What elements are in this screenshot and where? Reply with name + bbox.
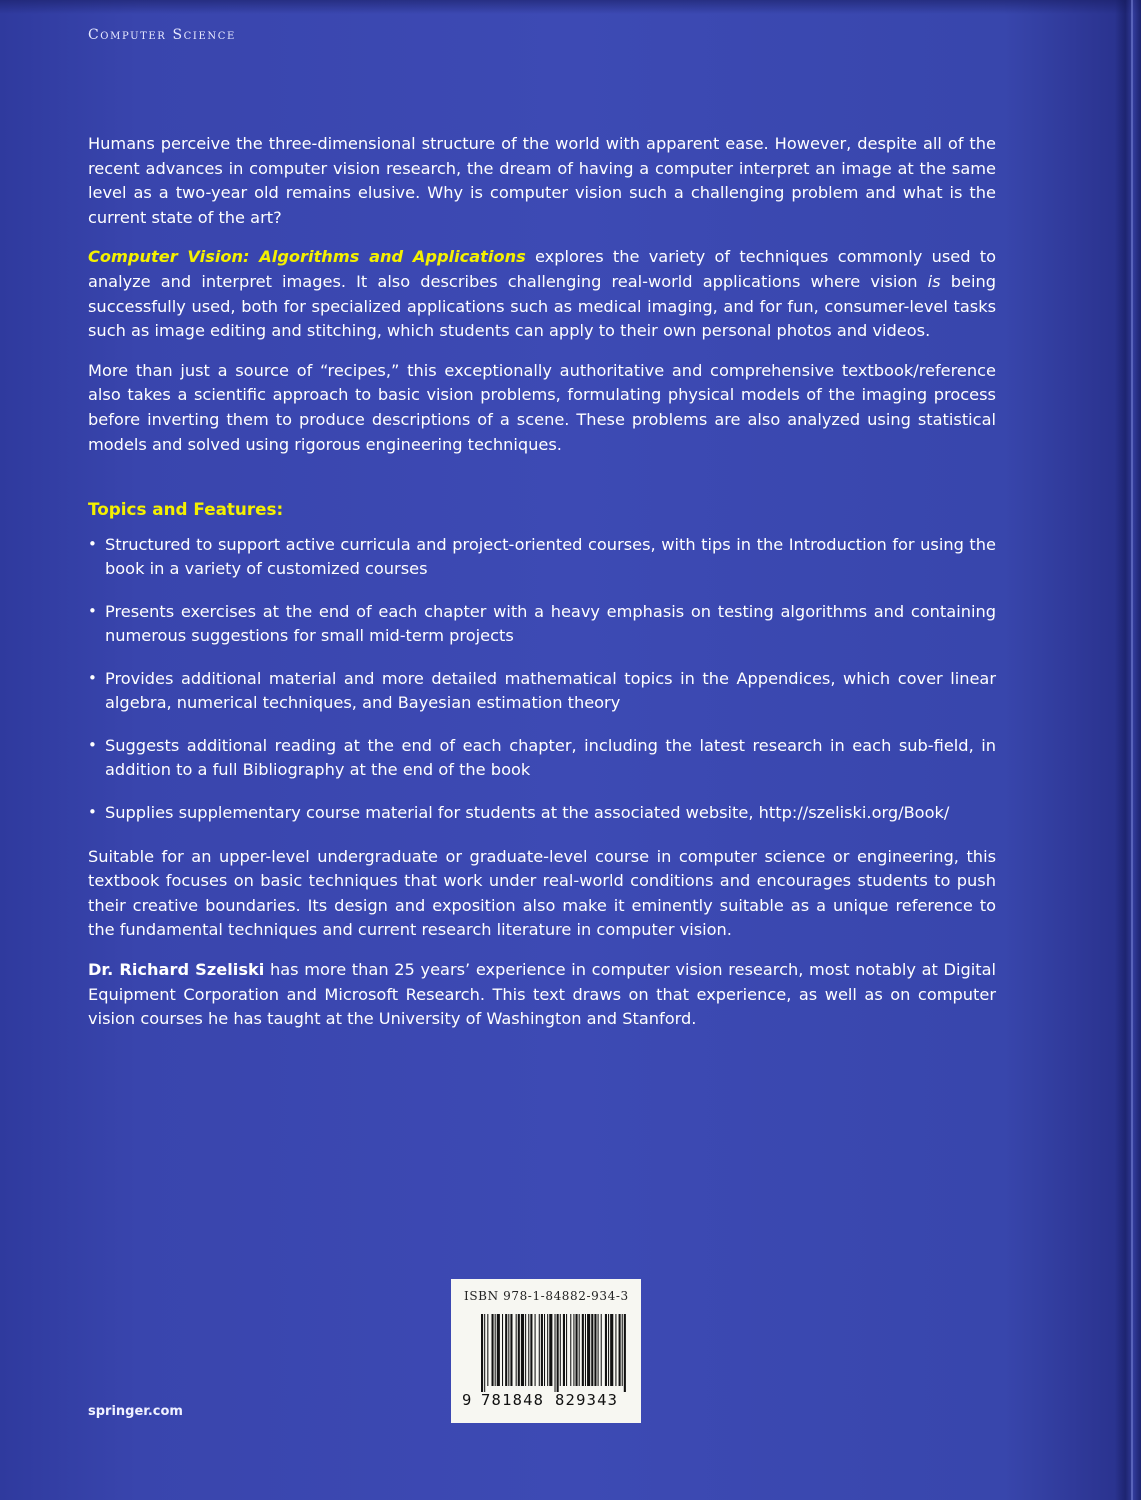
intro-paragraph: Humans perceive the three-dimensional structure of the world with apparent ease. However, despite all of the recent advances in computer vision research, the dream of having a computer interpret an image at the same level as a two-year old remains elusive. Why is computer vision such a challenging problem and what is the current state of the art? bbox=[88, 134, 996, 227]
barcode-bar bbox=[530, 1314, 532, 1386]
category-label: Computer Science bbox=[88, 27, 236, 43]
barcode-bar bbox=[518, 1314, 520, 1386]
barcode-bar bbox=[591, 1314, 593, 1386]
barcode-bar bbox=[570, 1314, 571, 1386]
feature-text: Provides additional material and more detailed mathematical topics in the Appendices, which cover linear algebra, numerical techniques, and Bayesian estimation theory bbox=[105, 669, 996, 712]
barcode-bar bbox=[579, 1314, 580, 1386]
feature-item bbox=[88, 533, 996, 580]
feature-text: Supplies supplementary course material for students at the associated website, http://szeliski.org/Book/ bbox=[105, 803, 950, 823]
barcode-bar bbox=[544, 1314, 545, 1386]
back-cover-text bbox=[88, 132, 996, 1047]
barcode-bar bbox=[573, 1314, 574, 1386]
publisher-website: springer.com bbox=[88, 1404, 183, 1419]
author-bio: has more than 25 years’ experience in computer vision research, most notably at Digital Equipment Corporation and Microsoft Research. This text draws on that experience, as well as on computer vision courses he has taught at the University of Washington and Stanford. bbox=[88, 960, 996, 1029]
barcode-bar bbox=[535, 1314, 536, 1386]
bullet-icon: • bbox=[88, 602, 97, 621]
barcode-bar bbox=[539, 1314, 540, 1386]
feature-item bbox=[88, 734, 996, 781]
barcode-bar bbox=[582, 1314, 584, 1386]
bullet-icon: • bbox=[88, 736, 97, 755]
barcode-bar bbox=[585, 1314, 586, 1386]
barcode-bar bbox=[484, 1314, 485, 1392]
barcode-bar bbox=[521, 1314, 524, 1386]
feature-text: Suggests additional reading at the end of each chapter, including the latest research in each sub-field, in addition to a full Bibliography at the end of the book bbox=[105, 736, 996, 779]
barcode-digits-group-2: 829343 bbox=[555, 1391, 619, 1409]
bullet-icon: • bbox=[88, 803, 97, 822]
suitability-paragraph: Suitable for an upper-level undergraduate or graduate-level course in computer science or engineering, this textbook focuses on basic techniques that work under real-world conditions and encourages students to push their creative boundaries. Its design and exposition also make it eminently suitable as a unique reference to the fundamental techniques and current research literature in computer vision. bbox=[88, 846, 996, 940]
barcode-bar bbox=[594, 1314, 596, 1386]
feature-item bbox=[88, 801, 996, 825]
barcode-bar bbox=[528, 1314, 529, 1386]
author-name: Dr. Richard Szeliski bbox=[88, 960, 265, 979]
barcode-bar bbox=[510, 1314, 512, 1386]
barcode-bar bbox=[587, 1314, 590, 1386]
barcode-bar bbox=[487, 1314, 488, 1386]
feature-text: Structured to support active curricula and project-oriented courses, with tips in the Introduction for using the book in a variety of customized courses bbox=[105, 535, 996, 578]
barcode-bar bbox=[508, 1314, 509, 1386]
feature-item bbox=[88, 600, 996, 647]
barcode-bar bbox=[576, 1314, 578, 1386]
barcode-bar bbox=[549, 1314, 552, 1386]
barcode-bar bbox=[619, 1314, 621, 1386]
barcode-digits bbox=[451, 1391, 641, 1415]
barcode-bar bbox=[492, 1314, 494, 1386]
barcode-digit-first: 9 bbox=[462, 1391, 472, 1409]
barcode-bar bbox=[547, 1314, 548, 1386]
description-emphasis: is bbox=[927, 271, 941, 291]
barcode-bar bbox=[481, 1314, 483, 1392]
barcode-bar bbox=[516, 1314, 517, 1386]
barcode-bar bbox=[615, 1314, 616, 1386]
barcode-digits-group-1: 781848 bbox=[481, 1391, 545, 1409]
barcode-bar bbox=[601, 1314, 602, 1386]
barcode-bar bbox=[605, 1314, 607, 1386]
barcode-icon bbox=[479, 1314, 629, 1392]
approach-paragraph: More than just a source of “recipes,” this exceptionally authoritative and comprehensive textbook/reference also takes a scientific approach to basic vision problems, formulating physical models of the imaging process before inverting them to produce descriptions of a scene. These problems are also analyzed using statistical models and solved using rigorous engineering techniques. bbox=[88, 360, 996, 454]
description-paragraph bbox=[88, 245, 996, 343]
description-text-2: being successfully used, both for specialized applications such as medical imaging, and for fun, consumer-level tasks such as image editing and stitching, which students can apply to their own personal photos and videos. bbox=[88, 271, 996, 341]
barcode-bar bbox=[541, 1314, 543, 1386]
cover-top-edge bbox=[0, 0, 1141, 14]
barcode-bar bbox=[566, 1314, 567, 1386]
topics-heading: Topics and Features: bbox=[88, 499, 284, 520]
isbn-number: ISBN 978-1-84882-934-3 bbox=[464, 1289, 629, 1303]
author-paragraph bbox=[88, 958, 996, 1032]
cover-spine-line bbox=[1131, 0, 1133, 1500]
barcode-bar bbox=[622, 1314, 623, 1386]
barcode-bar bbox=[502, 1314, 503, 1386]
barcode-bar bbox=[608, 1314, 609, 1386]
barcode-bar bbox=[563, 1314, 565, 1386]
book-title: Computer Vision: Algorithms and Applications bbox=[88, 247, 526, 267]
barcode-bar bbox=[610, 1314, 613, 1386]
isbn-barcode-label bbox=[451, 1279, 641, 1423]
barcode-bar bbox=[505, 1314, 507, 1386]
barcode-bar bbox=[624, 1314, 626, 1392]
cover-spine-edge bbox=[1115, 0, 1141, 1500]
bullet-icon: • bbox=[88, 669, 97, 688]
description-text-1: explores the variety of techniques commonly used to analyze and interpret images. It also describes challenging real-world applications where vision bbox=[88, 247, 996, 291]
feature-text: Presents exercises at the end of each chapter with a heavy emphasis on testing algorithms and containing numerous suggestions for small mid-term projects bbox=[105, 602, 996, 645]
barcode-bar bbox=[497, 1314, 500, 1386]
bullet-icon: • bbox=[88, 535, 97, 554]
barcode-bar bbox=[495, 1314, 496, 1386]
features-list bbox=[88, 533, 996, 825]
feature-item bbox=[88, 667, 996, 714]
barcode-bar bbox=[557, 1314, 559, 1392]
barcode-bar bbox=[560, 1314, 561, 1386]
barcode-bar bbox=[598, 1314, 599, 1386]
barcode-bar bbox=[555, 1314, 556, 1392]
barcode-bar bbox=[525, 1314, 526, 1386]
